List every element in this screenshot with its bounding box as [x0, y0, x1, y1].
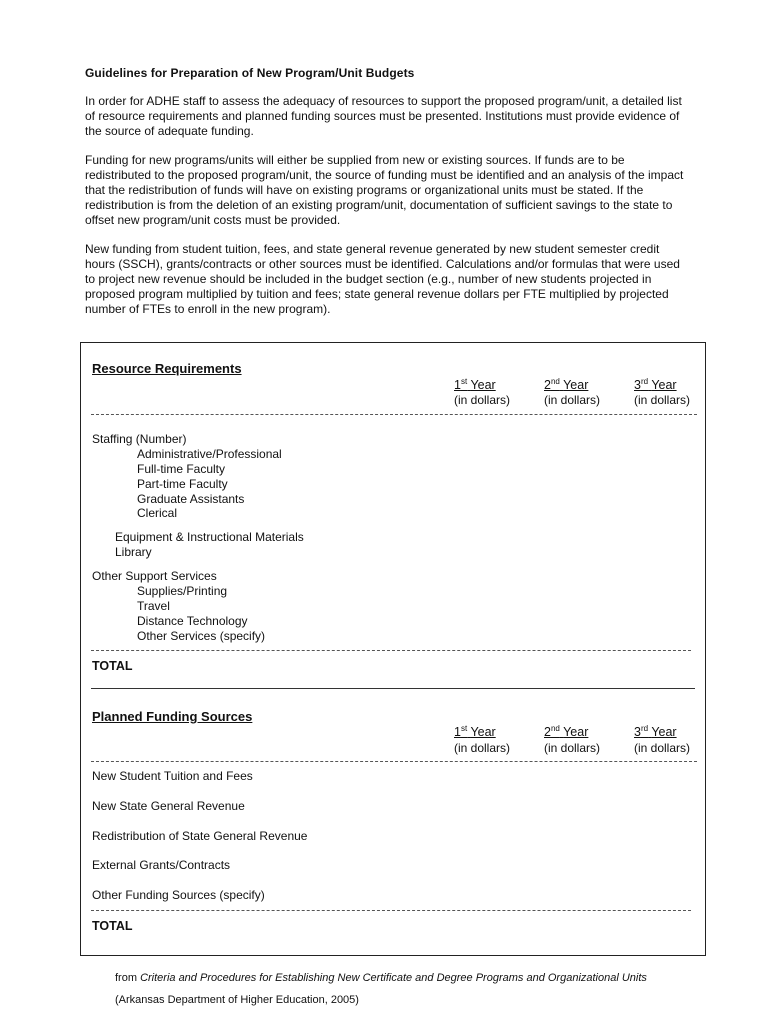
resource-requirements-title: Resource Requirements	[92, 361, 242, 376]
budget-table-box	[80, 342, 706, 956]
library-label: Library	[115, 545, 152, 559]
funding-col-year-3	[634, 724, 677, 739]
footer-citation: (Arkansas Department of Higher Education, 2005)	[115, 994, 359, 1006]
year-1-unit: (in dollars)	[454, 741, 511, 755]
year-3-unit: (in dollars)	[634, 393, 691, 407]
paragraph-2: Funding for new programs/units will either be supplied from new or existing sources. If funds are to be redistributed to the proposed program/unit, the source of funding must be identified and an analysis of the impact that the redistribution of funds will have on existing programs or organizational units must be stated. If the redistribution is from the deletion of an existing program/unit, documentation of sufficient savings to the state to offset new program/unit costs must be provided.	[85, 153, 684, 227]
year-1-header: 1st Year	[454, 377, 496, 393]
year-1-header: 1st Year	[454, 724, 496, 740]
resource-total-label: TOTAL	[92, 659, 133, 673]
year-3-header: 3rd Year	[634, 724, 677, 740]
dashed-divider	[91, 650, 691, 651]
year-2-unit: (in dollars)	[544, 741, 601, 755]
staffing-item: Clerical	[137, 506, 178, 520]
funding-item: Other Funding Sources (specify)	[92, 888, 265, 902]
resource-col-year-2	[544, 377, 588, 392]
staffing-item: Graduate Assistants	[137, 492, 245, 506]
dashed-divider	[91, 414, 697, 415]
funding-item: New Student Tuition and Fees	[92, 769, 253, 783]
paragraph-3: New funding from student tuition, fees, and state general revenue generated by new student semester credit hours (SSCH), grants/contracts or other sources must be identified. Calculations and/or formulas that were used to project new revenue should be included in the budget section (e.g., number of new students projected in proposed program multiplied by tuition and fees; state general revenue dollars per FTE multiplied by projected number of FTEs to enroll in the new program).	[85, 242, 680, 316]
funding-item: External Grants/Contracts	[92, 858, 231, 872]
footer-source: from Criteria and Procedures for Establishing New Certificate and Degree Programs and Organizational Units	[115, 972, 647, 984]
year-2-header: 2nd Year	[544, 724, 589, 740]
staffing-item: Administrative/Professional	[137, 447, 282, 461]
support-item: Distance Technology	[137, 614, 248, 628]
section-divider	[91, 688, 695, 689]
support-item: Supplies/Printing	[137, 584, 228, 598]
staffing-label: Staffing (Number)	[92, 432, 187, 446]
resource-col-year-1	[454, 377, 496, 392]
footer-source-title: Criteria and Procedures for Establishing New Certificate and Degree Programs and Organizational Units	[140, 972, 647, 984]
other-support-label: Other Support Services	[92, 569, 217, 583]
funding-col-year-2	[544, 724, 588, 739]
year-2-header: 2nd Year	[544, 377, 589, 393]
equipment-label: Equipment & Instructional Materials	[115, 530, 304, 544]
funding-item: New State General Revenue	[92, 799, 245, 813]
resource-col-year-3	[634, 377, 677, 392]
planned-funding-title: Planned Funding Sources	[92, 709, 253, 724]
support-item: Other Services (specify)	[137, 629, 266, 643]
staffing-item: Part-time Faculty	[137, 477, 228, 491]
staffing-item: Full-time Faculty	[137, 462, 226, 476]
year-2-unit: (in dollars)	[544, 393, 601, 407]
funding-col-year-1	[454, 724, 496, 739]
support-item: Travel	[137, 599, 170, 613]
paragraph-1: In order for ADHE staff to assess the adequacy of resources to support the proposed program/unit, a detailed list of resource requirements and planned funding sources must be presented. Institutions must provide evidence of the source of adequate funding.	[85, 94, 682, 138]
funding-total-label: TOTAL	[92, 919, 133, 933]
year-1-unit: (in dollars)	[454, 393, 511, 407]
funding-item: Redistribution of State General Revenue	[92, 829, 308, 843]
year-3-header: 3rd Year	[634, 377, 677, 393]
document-title: Guidelines for Preparation of New Program/Unit Budgets	[85, 66, 415, 80]
year-3-unit: (in dollars)	[634, 741, 691, 755]
dashed-divider	[91, 910, 691, 911]
dashed-divider	[91, 761, 697, 762]
